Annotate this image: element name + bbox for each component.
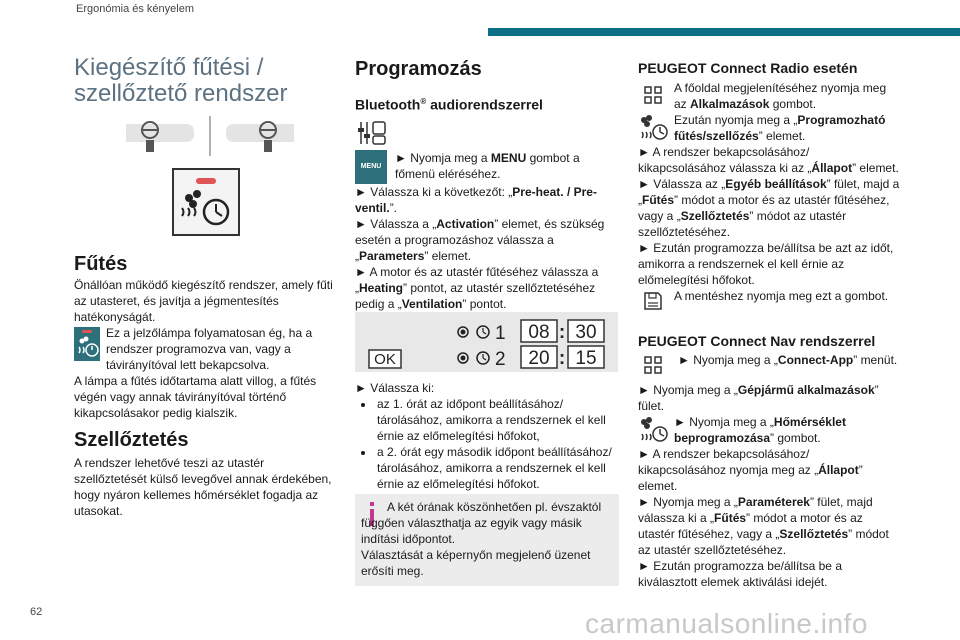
programmed-heater-lamp-icon [74, 327, 100, 361]
radio-step-save: A mentéshez nyomja meg ezt a gombot. [674, 289, 889, 303]
bullet-timer-1: • az 1. órát az időpont beállításához/ tárolásához, amikorra a rendszernek el kell érnie az előmelegítési hőfokot, [375, 396, 622, 444]
radio-step-other-settings: ► Válassza az „Egyéb beállítások” fület, majd a „Fűtés” módot a motor és az utastér fűtéséhez, vagy a „Szellőztetés” módot az utastér szellőztetéséhez. [638, 177, 900, 239]
nav-step-parameters: ► Nyomja meg a „Paraméterek” fület, majd válassza ki a „Fűtés” módot a motor és az utastér fűtéséhez, vagy a „Szellőztetés” módot az utastér szellőztetéséhez. [638, 495, 889, 557]
apps-grid-icon [642, 84, 664, 106]
audio-system-icon [357, 120, 387, 146]
select-intro: ► Válassza ki: [355, 381, 435, 395]
connect-radio-heading: PEUGEOT Connect Radio esetén [638, 60, 858, 76]
step-menu: ► Nyomja meg a MENU gombot a főmenü eléréséhez. [395, 151, 580, 181]
nav-step-connect-app: ► Nyomja meg a „Connect-App” menüt. [678, 353, 898, 367]
nav-step-vehicle-apps: ► Nyomja meg a „Gépjármű alkalmazások” fület. [638, 383, 879, 413]
radio-step-program-time: ► Ezután programozza be/állítsa be azt az időt, amikorra a rendszernek el kell érnie az előmelegítési hőfokot. [638, 241, 894, 287]
radio-step-apps: A főoldal megjelenítéséhez nyomja meg az Alkalmazások gombot. [674, 81, 887, 111]
timer-2-number: 2 [495, 349, 506, 370]
timer-2-hours: 20 [528, 348, 550, 369]
watermark: carmanualsonline.info [585, 608, 868, 639]
timer-2-colon: : [558, 348, 566, 369]
heating-paragraph-2: Ez a jelzőlámpa folyamatosan ég, ha a rendszer programozva van, vagy a távirányítóval lett bekapcsolva. [106, 326, 313, 372]
steering-wheel-icon [122, 116, 298, 156]
step-activation: ► Válassza a „Activation” elemet, és szükség esetén a programozáshoz válassza a „Parameters” elemet. [355, 217, 605, 263]
bluetooth-subheading: Bluetooth® audiorendszerrel [355, 96, 543, 113]
timer-1-minutes: 30 [575, 322, 597, 343]
heater-button-icon [172, 168, 240, 236]
header-accent-bar [488, 28, 960, 36]
programming-heading: Programozás [355, 58, 482, 80]
timer-2-minutes: 15 [575, 348, 597, 369]
step-heating-ventilation: ► A motor és az utastér fűtéséhez válassza a „Heating” pontot, az utastér szellőztetéséhez pedig a „Ventilation” pontot. [355, 265, 599, 311]
connect-nav-heading: PEUGEOT Connect Nav rendszerrel [638, 333, 876, 349]
bullet-timer-2: • a 2. órát egy második időpont beállításához/ tárolásához, amikorra a rendszernek el kell érnie az előmelegítési hőfokot. [375, 444, 622, 492]
save-icon [642, 290, 664, 312]
nav-step-activation-time: ► Ezután programozza be/állítsa be a kiválasztott elemek aktiválási idejét. [638, 559, 842, 589]
step-preheat: ► Válassza ki a következőt: „Pre-heat. / Pre-ventil.”. [355, 185, 597, 215]
temperature-programming-icon [638, 416, 670, 444]
ok-label: OK [374, 351, 396, 368]
radio-step-programmable: Ezután nyomja meg a „Programozható fűtés/szellőzés” elemet. [674, 113, 886, 143]
ventilation-paragraph: A rendszer lehetővé teszi az utastér szellőztetését külső levegővel annak érdekében, hogy nyáron kellemes hőmérséklet fogadja az utasokat. [74, 456, 332, 518]
page-title: Kiegészítő fűtési / szellőztető rendszer [74, 54, 288, 107]
running-header: Ergonómia és kényelem [76, 3, 195, 15]
heating-paragraph-1: Önállóan működő kiegészítő rendszer, amely fűti az utasteret, és javítja a jégmentesítés hatékonyságát. [74, 278, 333, 324]
connect-app-icon [642, 354, 664, 376]
info-text: A két órának köszönhetően pl. évszaktól függően választhatja az egyik vagy másik indítási időpontot. Választását a képernyőn megjelenő üzenet erősíti meg. [361, 500, 602, 578]
page-number: 62 [30, 606, 43, 618]
timer-1-hours: 08 [528, 322, 550, 343]
timer-1-colon: : [558, 322, 566, 343]
menu-button-icon: MENU [355, 150, 387, 184]
nav-step-temperature: ► Nyomja meg a „Hőmérséklet beprogramozása” gombot. [674, 415, 846, 445]
radio-step-status: ► A rendszer bekapcsolásához/ kikapcsolásához válassza ki az „Állapot” elemet. [638, 145, 899, 175]
timer-1-number: 1 [495, 323, 506, 344]
ventilation-heading: Szellőztetés [74, 429, 189, 451]
heating-paragraph-3: A lámpa a fűtés időtartama alatt villog, a fűtés végén vagy annak távirányítóval történő kikapcsolásakor pedig kialszik. [74, 374, 317, 420]
programmable-heating-icon [638, 114, 670, 142]
heating-heading: Fűtés [74, 253, 128, 275]
info-box [355, 494, 619, 586]
nav-step-status: ► A rendszer bekapcsolásához/ kikapcsolásához nyomja meg az „Állapot” elemet. [638, 447, 863, 493]
programming-screen [355, 312, 618, 372]
